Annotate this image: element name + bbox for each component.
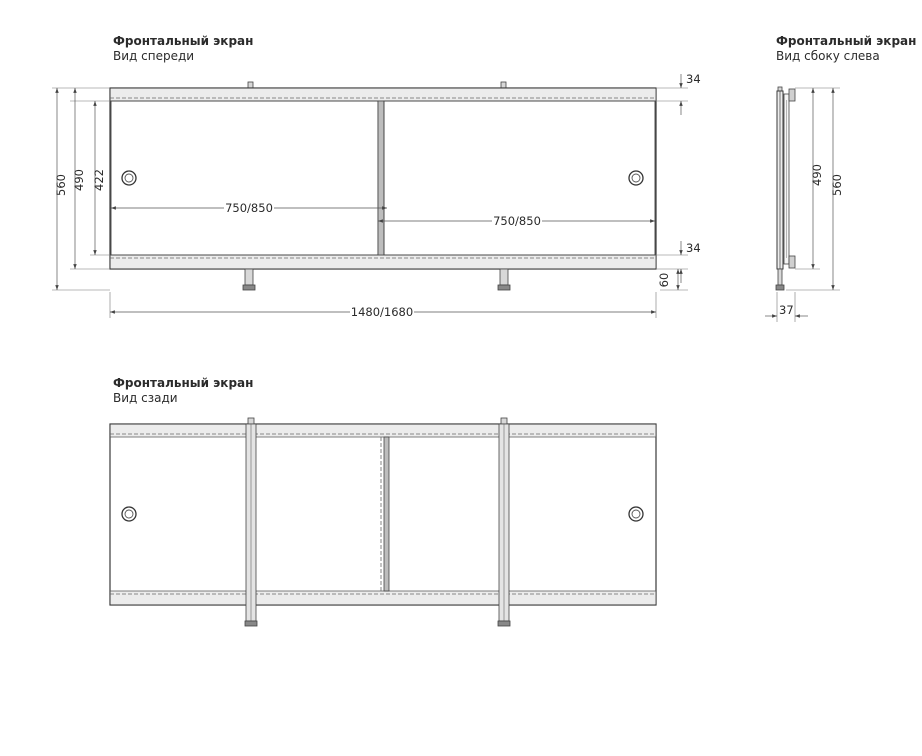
dim-bottom-rail: 34 [686,241,701,255]
front-knob-right [629,171,643,185]
door-overlap-profile [378,101,384,255]
front-bottom-rail [111,255,656,268]
front-top-rail [111,89,656,101]
front-view-title: Фронтальный экран [113,34,254,48]
dim-total-width: 1480/1680 [350,305,414,319]
front-left-dimensions [52,88,110,290]
back-door-overlap [384,437,389,591]
side-view [765,34,916,322]
dim-top-rail: 34 [686,72,701,86]
dim-height-560: 560 [54,174,68,196]
front-view [52,34,701,319]
back-support-left [245,418,257,626]
top-fastener-left [248,82,253,88]
back-knob-left [122,507,136,521]
dim-height-490: 490 [72,169,86,191]
front-leg-right [498,269,510,290]
front-view-subtitle: Вид спереди [113,49,195,63]
side-dim-height-560: 560 [830,174,844,196]
front-knob-left [122,171,136,185]
dim-door-right-width: 750/850 [493,214,541,228]
dim-height-422: 422 [92,169,106,191]
top-fastener-right [501,82,506,88]
back-view [110,376,656,626]
front-right-dimensions [656,72,701,290]
back-knob-right [629,507,643,521]
front-leg-left [243,269,255,290]
side-dim-height-490: 490 [810,164,824,186]
side-view-subtitle: Вид сбоку слева [776,49,880,63]
dim-door-left-width: 750/850 [225,201,273,215]
back-view-subtitle: Вид сзади [113,391,178,405]
side-dim-depth: 37 [779,303,794,317]
front-total-width-dimension [110,292,656,319]
back-support-right [498,418,510,626]
side-profile [776,87,795,290]
side-view-title: Фронтальный экран [776,34,917,48]
dim-leg-height: 60 [657,272,671,288]
back-view-title: Фронтальный экран [113,376,254,390]
front-door-left [111,101,378,255]
front-door-right [384,101,655,255]
back-panel-outline [110,424,656,605]
